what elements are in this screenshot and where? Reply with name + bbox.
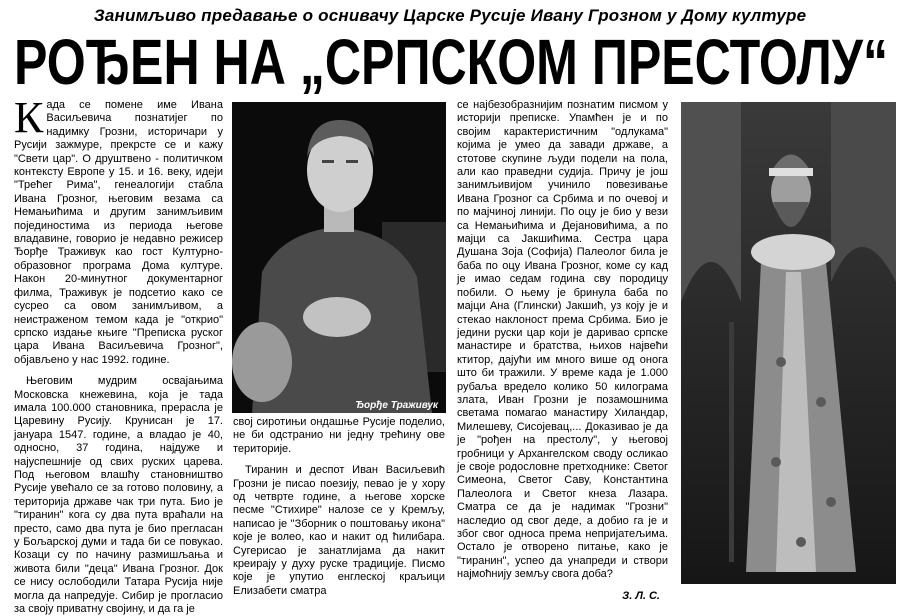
author-signature: З. Л. С. bbox=[622, 589, 660, 602]
col2-paragraph-2: Тиранин и деспот Иван Васиљевић Грозни је писао поезију, певао је у хору од четврте године, а његове хорске песме "Стихире" налозе се у Кремљу, написао је "Зборник о поштовању икона" које је волео, као и накит од ћилибара. Сугерисао је занатлијама да накит креирају у духу руске традиције. Писмо које је упутио енглеској краљици Елизабети сматра bbox=[233, 464, 445, 597]
col3-paragraph-1: се најбезобразнијим познатим писмом у историји преписке. Упамћен је и по својим карактеристичним "одлукама" којима је умео да завади државе, а стотове скупине људи подели на пола, али као праведни судија. Причу је још занимљивијом учинило повезивање Ивана Грозног са Србима и по очевој и по мајчиној линији. По оцу је био у вези са Немањићима и Дејановићима, а по мајци са Јакшићима. Сестра цара Душана Зоја (Софија) Палеолог била је баба по оцу Ивана Грозног, коме су кад је имао седам година сву породицу побили. О њему је бринула баба по мајци Ана (Глински) Јакшић, уз коју је и стекао наклоност према Србима. Био је једини руски цар који је даривао српске манастире и братства, њихов највећи ктитор, дајући им много више од онога што би тражили. У време када је 1.000 рубаља вредело колико 50 килограма злата, Иван Грозни је позамошнима светама помагао манастиру Хиландар, Милешеву, Сисојевац,... Доказивао је да је "рођен на престолу", у његовој гробници у Архангелском своду осликао је своје родословне претходнике: Светог Симеона, Светог Саву, Константина Палеолога и Светог кнеза Лазара. Сматра се да је надимак "Грозни" наследио од свог деде, а добио га је и због свог односа према непријатељима. Остало је отворено питање, како је "тиранин", успео да унапреди и створи најмоћнију земљу свога доба? bbox=[457, 99, 668, 581]
drop-cap: К bbox=[14, 93, 44, 142]
headline bbox=[14, 24, 894, 98]
photo-caption: Ђорђе Траживук bbox=[355, 400, 438, 411]
col1-paragraph-1: ада се помене име Ивана Васиљевича познатијег по надимку Грозни, историчари у Русији зажмуре, прекрсте се и кажу "Свети цар". О друштвено - политичком контексту Европе у 15. и 16. веку, идеји "Трећег Рима", генеалогији стабла Ивана Грозног, његовим везама са Немањићима и другим занимљивим појединостима из периода његове владавине, говорио је недавно режисер Ђорђе Траживук као гост Културно-образовног програма Дома културе. Након 20-минутног документарног филма, Траживук је подсетио како се сусрео са овом занимљивом, а неистраженом темом када је "открио" српско издање књиге "Преписка руског цара Ивана Васиљевича Грозног", објављено у нас 1992. године. bbox=[14, 99, 223, 366]
portrait-photo-trazivuk bbox=[232, 102, 446, 413]
ivan-grozny-painting bbox=[681, 102, 896, 584]
kicker-subheadline: Занимљиво предавање о оснивачу Царске Русије Ивану Грозном у Дому културе bbox=[93, 6, 807, 25]
headline-text: РОЂЕН НА „СРПСКОМ ПРЕСТОЛУ“ bbox=[14, 26, 888, 98]
article-column-2 bbox=[233, 416, 445, 597]
article-column-1 bbox=[14, 93, 223, 616]
article-column-3 bbox=[457, 99, 668, 602]
col1-paragraph-2: Његовим мудрим освајањима Московска кнежевина, која је тада имала 100.000 становника, прерасла је Царевину Русију. Крунисан је 17. јануара 1547. године, а владао је 40, односно, 37 година, најдуже и најуспешније од свих руских царева. Под његовом влашћу становништво Русије увећало се за готово половину, а територија државе чак три пута. Био је "тиранин" кога су два пута враћали на престо, само два пута је био прегласан у Бољарској думи и тада би се повукао. Козаци су по начину размишљања и живота били "деца" Ивана Грозног. Док се нису ослободили Татара Русија није могла да напредује. Сибир је прогласио за своју приватну својину, и да га је bbox=[14, 375, 223, 616]
col2-paragraph-1: свој сиротињи ондашње Русије поделио, не би одстранио ни једну трећину ове територије. bbox=[233, 416, 445, 455]
